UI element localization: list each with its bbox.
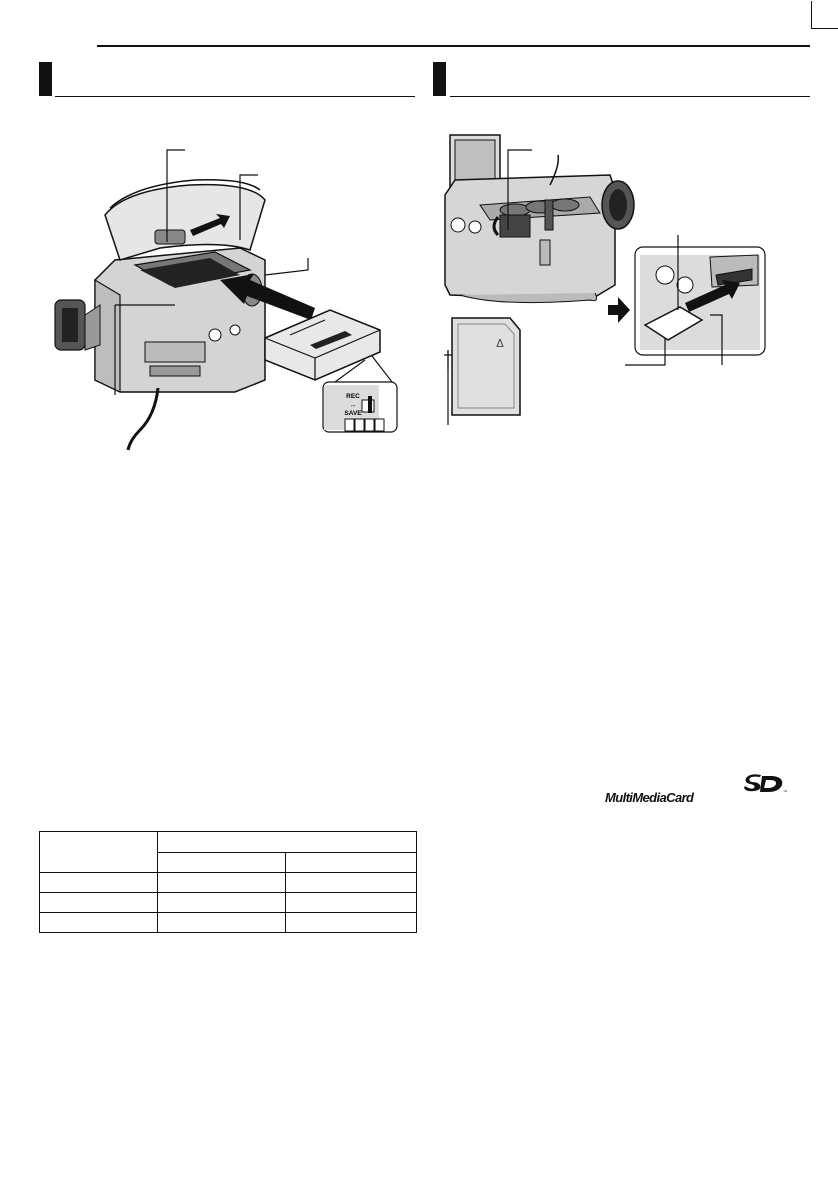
section-marker-cassette bbox=[39, 62, 52, 96]
table-row bbox=[40, 832, 417, 853]
table-cell bbox=[40, 913, 158, 933]
table-row bbox=[40, 893, 417, 913]
page-corner-rule-h bbox=[811, 28, 838, 29]
write-protect-label-rec: REC bbox=[346, 393, 360, 400]
table-header-cell bbox=[158, 852, 286, 873]
table-cell bbox=[40, 893, 158, 913]
table-cell bbox=[158, 893, 286, 913]
svg-text:™: ™ bbox=[783, 789, 787, 794]
multimediacard-logo: MultiMediaCard bbox=[605, 790, 694, 805]
section-heading-rule-card bbox=[450, 96, 810, 97]
recording-time-table bbox=[39, 831, 417, 933]
table-header-cell bbox=[286, 852, 417, 873]
card-mark: Δ bbox=[496, 337, 504, 350]
sd-logo bbox=[742, 774, 786, 794]
table-cell bbox=[158, 913, 286, 933]
svg-text:↔: ↔ bbox=[349, 402, 357, 409]
section-marker-card bbox=[433, 62, 446, 96]
table-cell bbox=[158, 873, 286, 893]
table-cell bbox=[286, 873, 417, 893]
table-header-cell bbox=[40, 832, 158, 873]
table-cell bbox=[286, 893, 417, 913]
page-corner-rule bbox=[811, 1, 812, 29]
header-rule-long bbox=[97, 45, 810, 47]
leader-cassette-holder bbox=[265, 258, 308, 275]
cassette-loading-illustration bbox=[40, 130, 460, 460]
table-header-cell bbox=[158, 832, 417, 853]
section-heading-rule-cassette bbox=[55, 96, 415, 97]
write-protect-label-save: SAVE bbox=[344, 410, 362, 417]
table-cell bbox=[40, 873, 158, 893]
table-cell bbox=[286, 913, 417, 933]
table-row bbox=[40, 873, 417, 893]
table-row bbox=[40, 913, 417, 933]
memory-card-loading-illustration bbox=[440, 135, 820, 435]
